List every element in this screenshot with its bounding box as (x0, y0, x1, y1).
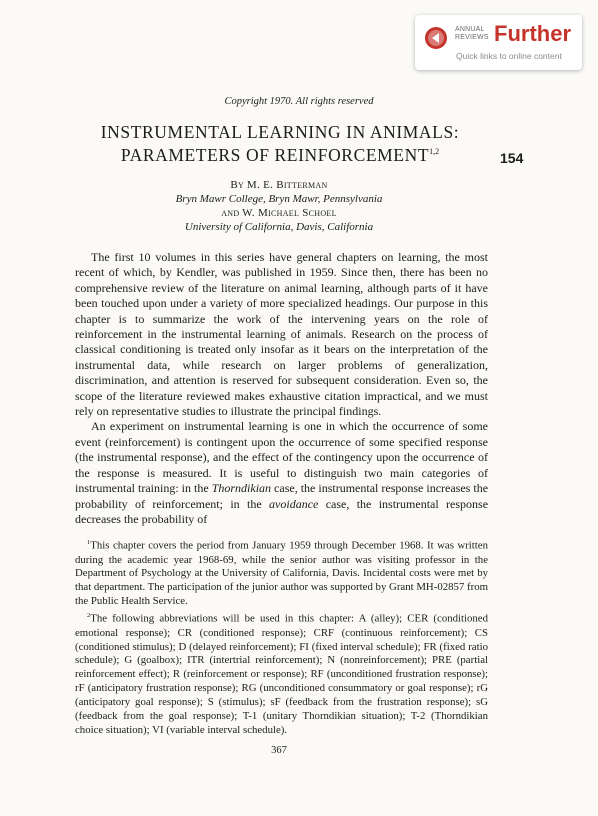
paragraph-2 (75, 419, 488, 527)
footnote-1 (75, 536, 488, 609)
paragraph-2-part-b: case, the instrumental response increases the probability of reinforcement; in the (75, 481, 489, 511)
title-footnote-marks: 1,2 (429, 147, 440, 156)
paragraph-2-part-c: case, the instrumental response decreases the probability of (75, 496, 489, 526)
footnote-1-mark: 1 (87, 539, 91, 546)
footnote-2 (75, 609, 488, 738)
further-label: Further (494, 21, 571, 46)
author-2-line (0, 206, 558, 220)
annual-reviews-logo-text (455, 26, 489, 42)
play-arrow-icon (424, 26, 448, 50)
paragraph-1: The first 10 volumes in this series have general chapters on learning, the most recent of which, by Kendler, was published in 1959. Since then, there has been no comprehensive review of the literature on animal learning, although parts of it have been touched upon under a variety of more specialized headings. Our purpose in this chapter is to summarize the work of the intervening years on the role of reinforcement in the instrumental learning of animals. Research on the process of classical conditioning is treated only insofar as it bears on the interpretation of the instrumental data, while research on larger problems of generalization, discrimination, and attention is reserved for subsequent consideration. Even so, the scope of the literature reviewed makes exhaustive citation impractical, and we must rely on representative studies to illustrate the principal findings. (75, 250, 488, 419)
thorndikian-term: Thorndikian (211, 481, 272, 496)
avoidance-term: avoidance (269, 496, 319, 511)
annual-label: ANNUAL (455, 26, 485, 33)
author-1-line (0, 178, 558, 192)
footnote-2-text: The following abbreviations will be used in this chapter: A (alley); CER (conditioned emotional response); CR (conditioned response); CRF (continuous reinforcement); CS (conditioned stimulus); D (delayed reinforcement); FI (fixed interval schedule); FR (fixed ratio schedule); G (goalbox); ITR (intertrial reinforcement); N (nonreinforcement); PRE (partial reinforcement effect); R (reinforcement or response); RF (unconditioned frustration response); rF (anticipatory frustration response); RG (unconditioned consummatory or goal response); rG (anticipatory goal response); S (stimulus); sF (feedback from the frustration response); sG (feedback from the goal response); T-1 (unitary Thorndikian situation); T-2 (Thorndikian choice situation); VI (variable interval schedule). (75, 612, 488, 736)
copyright-notice: Copyright 1970. All rights reserved (224, 96, 374, 107)
title-line-2 (60, 142, 500, 165)
by-label: By (230, 179, 245, 191)
page-number-top: 154 (500, 150, 524, 166)
article-body (75, 250, 488, 527)
author-2-affiliation: University of California, Davis, California (184, 221, 374, 233)
reviews-label: REVIEWS (455, 34, 489, 41)
footnotes (75, 536, 488, 738)
page-number-bottom: 367 (271, 745, 287, 756)
author-1-affiliation: Bryn Mawr College, Bryn Mawr, Pennsylvania (175, 193, 383, 205)
author-1-name: M. E. Bitterman (246, 179, 328, 191)
article-title (60, 123, 500, 165)
author-block (0, 178, 558, 234)
footnote-2-mark: 2 (87, 612, 91, 620)
and-label: and (221, 207, 240, 219)
paragraph-2-part-a: An experiment on instrumental learning is one in which the occurrence of some event (reinforcement) is contingent upon the occurrence of some specified response (the instrumental response), and the effect of the contingency upon the occurrence of the response is measured. It is useful to distinguish two main categories of instrumental training: in the (75, 419, 488, 496)
footnote-1-text: This chapter covers the period from January 1959 through December 1968. It was written during the academic year 1968-69, while the senior author was visiting professor in the Department of Psychology at the University of California, Davis. Incidental costs were met by that department. The participation of the junior author was supported by Grant MH-02857 from the Public Health Service. (75, 539, 488, 608)
quick-links-label: Quick links to online content (456, 51, 562, 61)
title-line-2-text: PARAMETERS OF REINFORCEMENT (120, 145, 430, 165)
title-line-1: INSTRUMENTAL LEARNING IN ANIMALS: (100, 122, 460, 142)
annual-reviews-further-banner[interactable] (415, 15, 582, 70)
author-2-name: W. Michael Schoel (242, 207, 337, 219)
